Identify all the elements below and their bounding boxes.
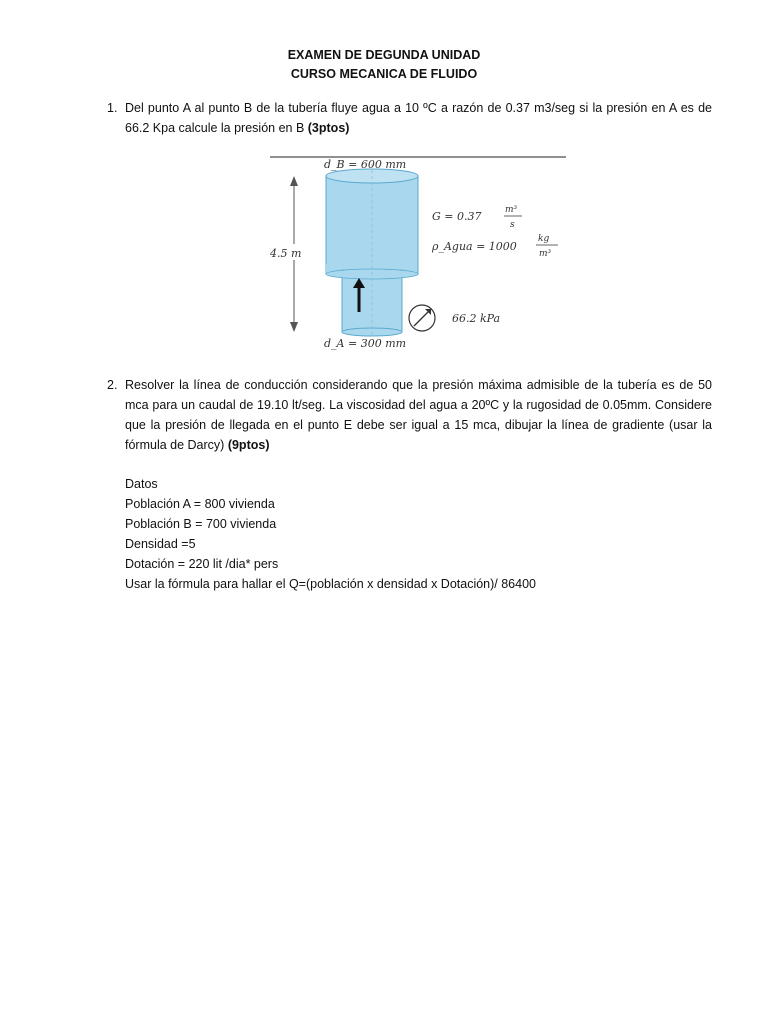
height-arrow-top-icon bbox=[290, 176, 298, 186]
exam-title: EXAMEN DE DEGUNDA UNIDAD bbox=[287, 48, 481, 62]
density-label: ρ_Agua = 1000 bbox=[432, 240, 517, 253]
data-line-poblacion-a: Población A = 800 vivienda bbox=[125, 497, 275, 511]
question-1 bbox=[107, 98, 712, 138]
flow-rate-unit-num: m³ bbox=[505, 205, 518, 215]
diameter-b-label: d_B = 600 mm bbox=[324, 158, 407, 171]
data-line-densidad: Densidad =5 bbox=[125, 537, 196, 551]
question-body: Resolver la línea de conducción considerando que la presión máxima admisible de la tubería es de 50 mca para un caudal de 19.10 lt/seg. La viscosidad del agua a 20ºC y la rugosidad de 0.05mm. Considere que la presión de llegada en el punto E debe ser igual a 15 mca, dibujar la línea de gradiente (usar la fórmula de Darcy) bbox=[125, 378, 712, 452]
course-title: CURSO MECANICA DE FLUIDO bbox=[290, 67, 478, 81]
height-arrow-bottom-icon bbox=[290, 322, 298, 332]
gauge-reading: 66.2 kPa bbox=[452, 312, 501, 325]
pipe-diagram-svg bbox=[262, 152, 568, 354]
question-2 bbox=[107, 375, 712, 455]
question-points: (9ptos) bbox=[227, 438, 270, 452]
density-unit-den: m³ bbox=[539, 249, 552, 259]
data-line-dotacion: Dotación = 220 lit /dia* pers bbox=[125, 557, 279, 571]
density-unit-num: kg bbox=[538, 234, 550, 244]
data-section bbox=[125, 474, 536, 594]
flow-rate-label: G = 0.37 bbox=[432, 210, 482, 223]
data-line-poblacion-b: Población B = 700 vivienda bbox=[125, 517, 277, 531]
diameter-a-label: d_A = 300 mm bbox=[324, 337, 407, 350]
question-number: 1. bbox=[107, 101, 118, 115]
pipe-diagram bbox=[262, 152, 568, 354]
question-number: 2. bbox=[107, 378, 118, 392]
data-heading: Datos bbox=[125, 477, 158, 491]
question-text bbox=[125, 375, 712, 455]
question-points: (3ptos) bbox=[307, 121, 350, 135]
question-text bbox=[125, 98, 712, 138]
flow-rate-unit-den: s bbox=[510, 220, 515, 230]
data-line-formula: Usar la fórmula para hallar el Q=(población x densidad x Dotación)/ 86400 bbox=[125, 577, 536, 591]
height-label: 4.5 m bbox=[270, 247, 302, 260]
exam-header bbox=[0, 46, 768, 84]
question-body: Del punto A al punto B de la tubería fluye agua a 10 ºC a razón de 0.37 m3/seg si la presión en A es de 66.2 Kpa calcule la presión en B bbox=[125, 101, 712, 135]
